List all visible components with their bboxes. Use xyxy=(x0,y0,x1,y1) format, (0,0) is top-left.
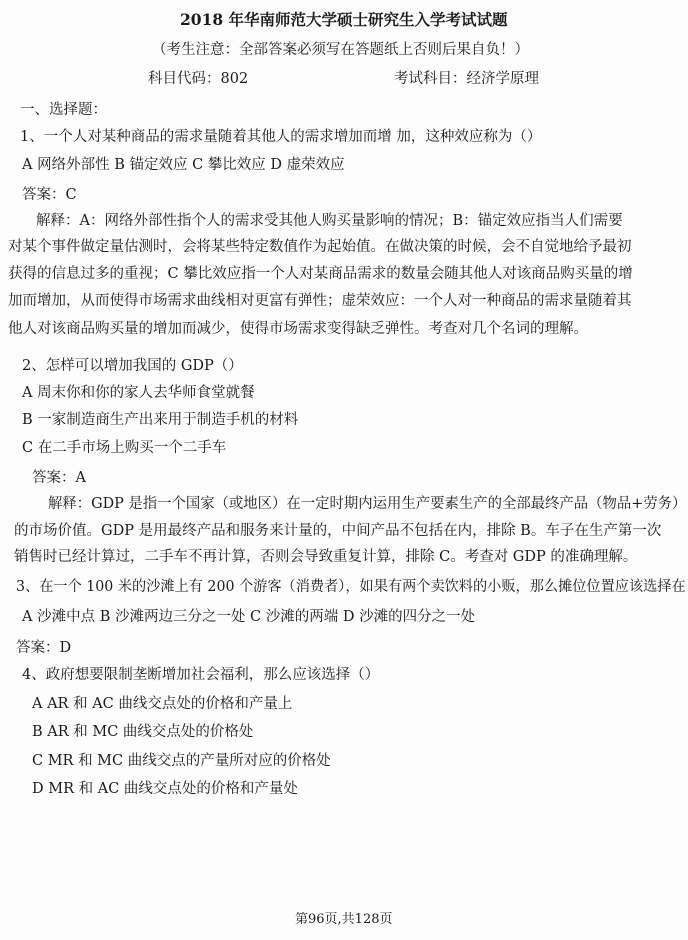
q3-stem: 3、在一个 100 米的沙滩上有 200 个游客（消费者），如果有两个卖饮料的小贩，那么摊位位置应该选择在 xyxy=(16,579,686,595)
q1-explanation-line: 对某个事件做定量估测时，会将某些特定数值作为起始值。在做决策的时候，会不自觉地给予最初 xyxy=(8,239,632,255)
q2-explanation-line: 解释：GDP 是指一个国家（或地区）在一定时期内运用生产要素生产的全部最终产品（物品+劳务） xyxy=(48,496,687,512)
q2-option: B 一家制造商生产出来用于制造手机的材料 xyxy=(22,412,299,428)
q1-answer: 答案：C xyxy=(22,187,77,203)
q2-explanation-line: 的市场价值。GDP 是用最终产品和服务来计量的，中间产品不包括在内，排除 B。车子在生产第一次 xyxy=(14,523,662,539)
q1-explanation-line: 解释：A：网络外部性指个人的需求受其他人购买量影响的情况；B：锚定效应指当人们需要 xyxy=(36,213,623,229)
page-title: 2018 年华南师范大学硕士研究生入学考试试题 xyxy=(180,10,508,29)
q2-stem: 2、怎样可以增加我国的 GDP（） xyxy=(22,358,243,374)
q2-answer: 答案：A xyxy=(32,470,86,486)
q4-option: D MR 和 AC 曲线交点处的价格和产量处 xyxy=(32,781,298,797)
q4-stem: 4、政府想要限制垄断增加社会福利，那么应该选择（） xyxy=(22,667,380,683)
q3-answer: 答案：D xyxy=(16,640,72,656)
q1-options: A 网络外部性 B 锚定效应 C 攀比效应 D 虚荣效应 xyxy=(22,157,345,173)
q3-options: A 沙滩中点 B 沙滩两边三分之一处 C 沙滩的两端 D 沙滩的四分之一处 xyxy=(22,609,476,625)
q1-explanation-line: 加而增加，从而使得市场需求曲线相对更富有弹性；虚荣效应：一个人对一种商品的需求量随着其 xyxy=(8,293,632,309)
subject-name: 考试科目：经济学原理 xyxy=(394,71,539,87)
q2-option: C 在二手市场上购买一个二手车 xyxy=(22,440,227,456)
page-number: 第96页,共128页 xyxy=(295,912,393,927)
q2-option: A 周末你和你的家人去华师食堂就餐 xyxy=(22,385,255,401)
exam-notice: （考生注意：全部答案必须写在答题纸上否则后果自负！） xyxy=(152,42,529,58)
q2-explanation-line: 销售时已经计算过，二手车不再计算，否则会导致重复计算，排除 C。考查对 GDP 的准确理解。 xyxy=(14,549,638,565)
q4-option: C MR 和 MC 曲线交点的产量所对应的价格处 xyxy=(32,753,331,769)
section-title: 一、选择题： xyxy=(20,102,107,118)
q1-explanation-line: 他人对该商品购买量的增加而减少，使得市场需求变得缺乏弹性。考查对几个名词的理解。 xyxy=(8,321,588,337)
subject-code: 科目代码：802 xyxy=(148,71,249,87)
q4-option: B AR 和 MC 曲线交点处的价格处 xyxy=(32,724,254,740)
q4-option: A AR 和 AC 曲线交点处的价格和产量上 xyxy=(32,696,293,712)
q1-explanation-line: 获得的信息过多的重视；C 攀比效应指一个人对某商品需求的数量会随其他人对该商品购买量的增 xyxy=(8,266,633,282)
q1-stem: 1、一个人对某种商品的需求量随着其他人的需求增加而增 加，这种效应称为（） xyxy=(20,129,542,145)
